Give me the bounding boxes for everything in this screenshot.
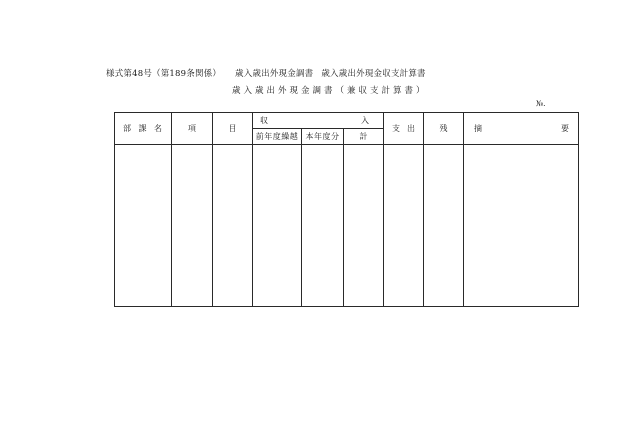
header-department-char-1: 部	[123, 124, 131, 133]
header-income	[253, 113, 384, 129]
header-item: 項	[172, 113, 213, 145]
header-income-total: 計	[344, 129, 384, 145]
document-title: 歳入歳出外現金調書（兼収支計算書）	[232, 86, 428, 96]
cell-subitem	[213, 145, 253, 307]
form-subtitle-cash-statement: 歳入歳出外現金収支計算書	[321, 69, 426, 79]
cell-expense	[384, 145, 424, 307]
header-expense	[384, 113, 424, 145]
header-expense-char-2: 出	[407, 124, 416, 133]
header-summary-char-2: 要	[561, 124, 570, 133]
header-summary-char-1: 摘	[474, 124, 483, 133]
form-number: 様式第48号（第189条関係）	[106, 69, 222, 79]
table-body-row	[115, 145, 579, 307]
cell-item	[172, 145, 213, 307]
form-subtitle-cash-record: 歳入歳出外現金調書	[235, 69, 314, 79]
header-income-current-year: 本年度分	[302, 129, 344, 145]
form-reference	[106, 67, 426, 79]
header-department-char-3: 名	[154, 124, 162, 133]
document-number-label: №.	[536, 99, 546, 108]
header-income-previous-year: 前年度繰越	[253, 129, 302, 145]
header-subitem: 目	[213, 113, 253, 145]
cell-income-current-year	[302, 145, 344, 307]
header-income-char-2: 入	[361, 116, 370, 125]
cell-summary	[464, 145, 579, 307]
header-summary	[464, 113, 579, 145]
header-department-char-2: 課	[138, 124, 147, 133]
cash-ledger-table	[114, 112, 579, 307]
cell-income-total	[344, 145, 384, 307]
header-balance: 残	[424, 113, 464, 145]
cell-department	[115, 145, 172, 307]
header-income-char-1: 収	[260, 116, 268, 125]
header-expense-char-1: 支	[392, 124, 401, 133]
header-department	[115, 113, 172, 145]
cell-income-previous-year	[253, 145, 302, 307]
cell-balance	[424, 145, 464, 307]
